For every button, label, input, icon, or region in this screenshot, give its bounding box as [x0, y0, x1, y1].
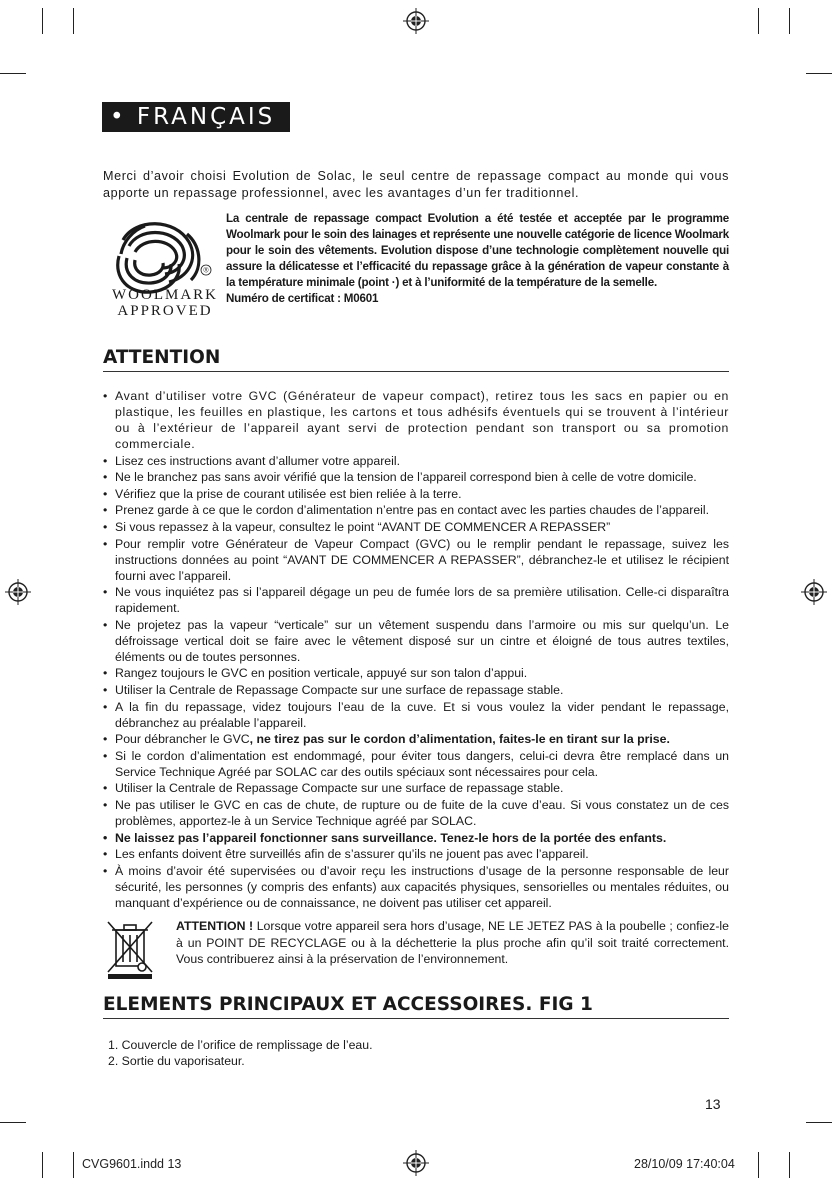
attention-list [103, 388, 729, 911]
unplug-warning: , ne tirez pas sur le cordon d’alimentation, faites-le en tirant sur la prise. [249, 732, 670, 747]
list-item: • Avant d’utiliser votre GVC (Générateur de vapeur compact), retirez tous les sacs en papier ou en plastique, les feuilles en plastique, les cartons et tous adhésifs éventuels qui se trouvent à l’intérieur ou à l’extérieur de l’appareil ayant servi de protection pendant son transport ou sa promotion commerciale. [103, 388, 729, 452]
certificate-number: Numéro de certificat : M0601 [226, 292, 379, 305]
part-item: 2. Sortie du vaporisateur. [108, 1054, 245, 1068]
list-item-warning: • Ne laissez pas l’appareil fonctionner sans surveillance. Tenez-le hors de la portée des enfants. [103, 830, 729, 846]
list-item: • À moins d’avoir été supervisées ou d’avoir reçu les instructions d’usage de la personne responsable de leur sécurité, les personnes (y compris des enfants) aux capacités physiques, sensorielles ou mentales réduites, ou manquant d’expérience ou de connaissance, ne doivent pas utiliser cet appareil. [103, 863, 729, 911]
crop-mark [0, 1122, 26, 1123]
crop-mark [73, 8, 74, 34]
list-item: • Lisez ces instructions avant d’allumer votre appareil. [103, 453, 729, 469]
crop-mark [758, 8, 759, 34]
list-item: • Ne pas utiliser le GVC en cas de chute, de rupture ou de fuite de la cuve d’eau. Si vous constatez un de ces problèmes, apportez-le à un Service Technique agréé par SOLAC. [103, 797, 729, 829]
list-item: • Ne le branchez pas sans avoir vérifié que la tension de l’appareil correspond bien à celle de votre domicile. [103, 469, 729, 485]
certification-block [226, 211, 729, 307]
list-item: • Prenez garde à ce que le cordon d’alimentation n’entre pas en contact avec les parties chaudes de l’appareil. [103, 502, 729, 518]
list-item: • Utiliser la Centrale de Repassage Compacte sur une surface de repassage stable. [103, 780, 729, 796]
list-item-unplug [103, 731, 729, 747]
recycling-notice [176, 918, 729, 968]
recycling-label: ATTENTION ! [176, 919, 254, 933]
woolmark-wordmark [104, 287, 226, 319]
list-item: • Ne vous inquiétez pas si l’appareil dégage un peu de fumée lors de sa première utilisation. Celle-ci disparaîtra rapidement. [103, 584, 729, 616]
slug-timestamp: 28/10/09 17:40:04 [634, 1157, 735, 1171]
crop-mark [758, 1152, 759, 1178]
list-item: • Pour remplir votre Générateur de Vapeur Compact (GVC) ou le remplir pendant le repassage, suivez les instructions données au point “AVANT DE COMMENCER A REPASSER”, débranchez-le et utilisez le récipient fourni avec l’appareil. [103, 536, 729, 584]
registration-mark-right [801, 579, 827, 605]
attention-heading: ATTENTION [103, 347, 729, 372]
list-item: • Les enfants doivent être surveillés afin de s’assurer qu’ils ne jouent pas avec l’appareil. [103, 846, 729, 862]
crop-mark [0, 73, 26, 74]
crop-mark [806, 1122, 832, 1123]
crop-mark [73, 1152, 74, 1178]
crop-mark [42, 1152, 43, 1178]
list-item: • Si vous repassez à la vapeur, consultez le point “AVANT DE COMMENCER A REPASSER” [103, 519, 729, 535]
crop-mark [806, 73, 832, 74]
unplug-prefix: Pour débrancher le GVC [115, 732, 250, 747]
list-item: • A la fin du repassage, videz toujours l’eau de la cuve. Et si vous voulez la vider pendant le repassage, débranchez au préalable l’appareil. [103, 699, 729, 731]
elements-heading: ELEMENTS PRINCIPAUX ET ACCESSOIRES. FIG 1 [103, 994, 729, 1019]
crop-mark [789, 8, 790, 34]
list-item: • Si le cordon d’alimentation est endommagé, pour éviter tous dangers, celui-ci devra être remplacé dans un Service Technique Agréé par SOLAC car des outils spéciaux sont nécessaires pour cela. [103, 748, 729, 780]
language-label: FRANÇAIS [136, 104, 276, 130]
woolmark-brand: WOOLMARK [112, 287, 218, 303]
list-item: • Vérifiez que la prise de courant utilisée est bien reliée à la terre. [103, 486, 729, 502]
certification-text: La centrale de repassage compact Evolution a été testée et acceptée par le programme Woolmark pour le soin des lainages et représente une nouvelle catégorie de licence Woolmark pour le soin des vêtements. Evolution dispose d’une technologie complètement nouvelle qui assure la délicatesse et l’efficacité du repassage grâce à la génération de vapeur constante à la température minimale (point ·) et à l’uniformité de la température de la semelle. [226, 212, 729, 289]
list-item: • Rangez toujours le GVC en position verticale, appuyé sur son talon d’appui. [103, 665, 729, 681]
crop-mark [42, 8, 43, 34]
registered-mark: ® [203, 267, 209, 275]
woolmark-approved: APPROVED [117, 303, 213, 319]
intro-paragraph: Merci d’avoir choisi Evolution de Solac, le seul centre de repassage compact au monde qui vous apporte un repassage professionnel, avec les avantages d’un fer traditionnel. [103, 169, 729, 200]
slug-filename: CVG9601.indd 13 [82, 1157, 182, 1171]
language-header: • FRANÇAIS [102, 102, 290, 132]
page-number: 13 [705, 1096, 721, 1112]
registration-mark-top [403, 8, 429, 34]
crossed-bin-icon [104, 918, 156, 980]
list-item: • Utiliser la Centrale de Repassage Compacte sur une surface de repassage stable. [103, 682, 729, 698]
registration-mark-bottom [403, 1150, 429, 1176]
registration-mark-left [5, 579, 31, 605]
part-item: 1. Couvercle de l’orifice de remplissage de l’eau. [108, 1038, 373, 1052]
recycling-text: Lorsque votre appareil sera hors d’usage, NE LE JETEZ PAS à la poubelle ; confiez-le à un POINT DE RECYCLAGE ou à la déchetterie la plus proche afin qu’il soit traité correctement. Vous contribuerez ainsi à la préservation de l’environnement. [176, 919, 729, 966]
list-item: • Ne projetez pas la vapeur “verticale” sur un vêtement suspendu dans l’armoire ou mis sur quelqu’un. Le défroissage vertical doit se faire avec le vêtement disposé sur un cintre et éloigné de tous autres textiles, éléments ou de toutes personnes. [103, 617, 729, 665]
parts-list [108, 1037, 373, 1069]
crop-mark [789, 1152, 790, 1178]
